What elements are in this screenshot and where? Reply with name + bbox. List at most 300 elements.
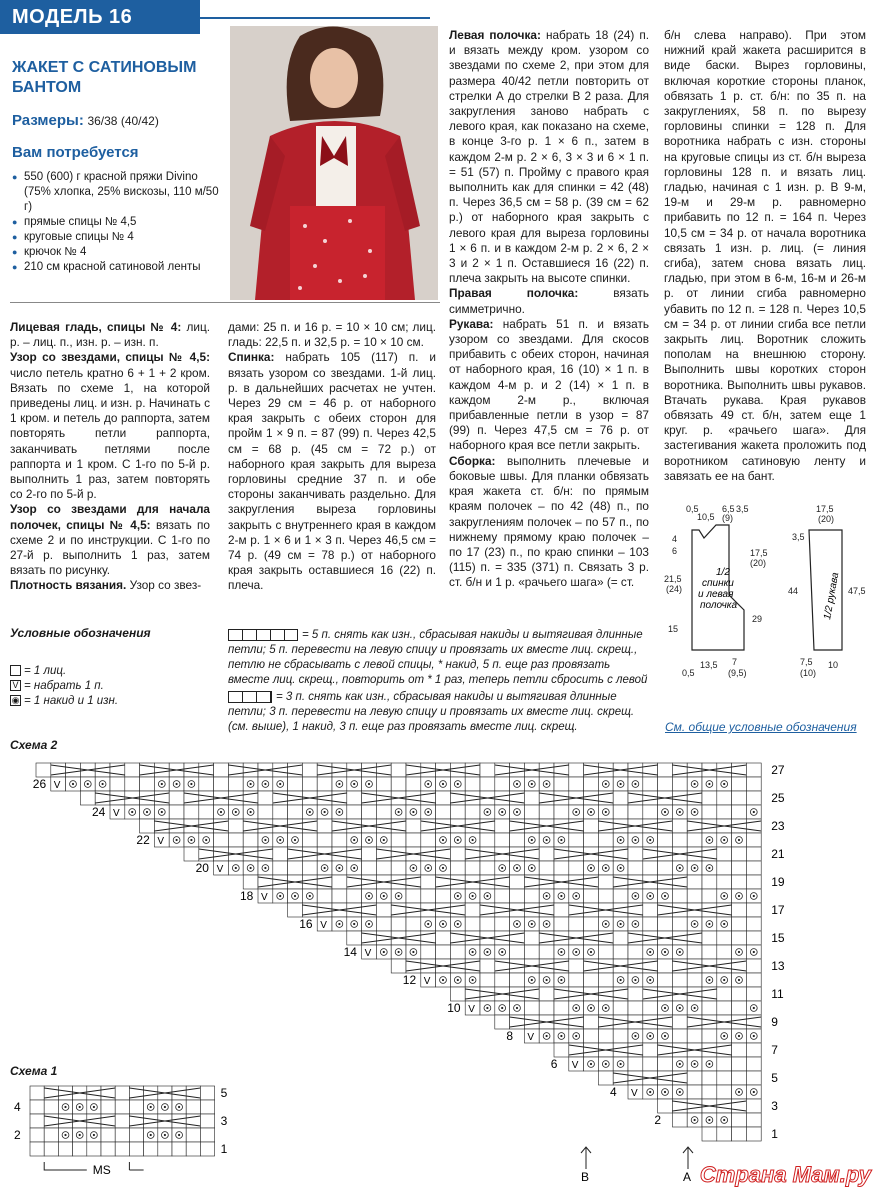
chart-cell [598, 1001, 613, 1015]
chart-cell [746, 763, 761, 777]
chart-cell [332, 875, 347, 889]
chart-cell [569, 847, 584, 861]
chart-cell [421, 833, 436, 847]
chart-cell [732, 805, 747, 819]
chart-cell [317, 889, 332, 903]
chart-cell [30, 1128, 44, 1142]
chart-cell [391, 833, 406, 847]
chart-cell [554, 833, 569, 847]
chart-cell [569, 945, 584, 959]
chart-cell [362, 763, 377, 777]
assembly-text: выполнить плечевые и боковые швы. Для планки обвязать края жакета ст. б/н: по прямым краям полочек – по 42 (48) п., по закруглениям полочек – по 57 п., по нижнему прямому краю полочек – по 17 (23) п., по краю спинки – 103 (115) п. = 335 (371) п. Связать 3 р. ст. б/н и 1 р. «рачьего шага» (= ст. [449, 453, 649, 590]
chart-cell [524, 889, 539, 903]
chart-cell [524, 945, 539, 959]
chart-cell [628, 833, 643, 847]
chart-cell [169, 833, 184, 847]
chart-cell [273, 875, 288, 889]
chart-cell [214, 861, 229, 875]
dim-label: 29 [752, 614, 763, 624]
chart-cell [436, 917, 451, 931]
chart-cell [746, 931, 761, 945]
chart-cell [613, 819, 628, 833]
dim-label: 4 [672, 534, 678, 544]
assembly-continued-text: б/н слева направо). При этом нижний край жакета расширится в виде баски. Вырез горловины, включая короткие стороны планок, обвязать 1 р. ст. б/н: по 35 п. на закруглениях, 58 п. по вырезу горловины спинки = 128 п. Для воротника набрать с изн. стороны на круговые спицы из ст. б/н выреза горловины 128 п. и вязать лиц. гладью, начиная с 1 изн. р. В 9-м, 19-м и 29-м р. равномерно прибавить по 12 п. = 164 п. Через 10,5 см = 34 р. от начала воротника связать 1 изн. р. лиц. (= линия сгиба), затем снова вязать лиц. гладью, при этом в 6-м, 16-м и 26-м р. от линии сгиба равномерно убавить по 12 п. = 128 п. Через 10,5 см = 34 р. от линии сгиба все петли закрыть лиц. Воротник сложить пополам на внешнюю сторону. Выполнить швы коротких сторон воротника. Выполнить швы рукавов. Втачать рукава. Края рукавов обвязать 49 ст. б/н, затем еще 1 круг. р. «рачьего шага». Для застегивания жакета проложить под воротником сатиновую ленту и завязать ее на бант. [664, 28, 866, 483]
chart-cell [746, 1099, 761, 1113]
chart-cell [717, 1085, 732, 1099]
list-item: ● прямые спицы № 4,5 [12, 215, 224, 230]
chart-cell [510, 833, 525, 847]
chart-cell [169, 819, 184, 833]
chart-cell [258, 889, 273, 903]
chart-cell [302, 889, 317, 903]
sizes-label: Размеры: [12, 112, 84, 129]
chart-cell [746, 1057, 761, 1071]
chart-cell [746, 987, 761, 1001]
chart-cell [450, 805, 465, 819]
chart-cell [317, 777, 332, 791]
chart-cell [450, 917, 465, 931]
chart-cell [598, 959, 613, 973]
legend-text: = 5 п. снять как изн., сбрасывая накиды и вытягивая длинные петли; 5 п. перевести на левую спицу и провязать их вместе лиц. скрещ., петлю не сбрасывать с левой спицы, * накид, 5 п. еще раз провязать вместе лиц. скрещ., повторить от * 1 раз, теперь петли сбросить с левой [228, 629, 648, 686]
chart-cell [643, 861, 658, 875]
chart-cell [584, 931, 599, 945]
chart-cell [87, 1086, 101, 1100]
chart-cell [702, 777, 717, 791]
chart-cell [510, 763, 525, 777]
list-item: ● круговые спицы № 4 [12, 230, 224, 245]
chart-cell [717, 763, 732, 777]
chart-cell [73, 1100, 87, 1114]
row-number-left: 20 [195, 861, 209, 875]
chart-cell [702, 1001, 717, 1015]
chart-cell [258, 819, 273, 833]
chart-cell [73, 1142, 87, 1156]
chart-cell [172, 1114, 186, 1128]
chart-cell [672, 819, 687, 833]
chart-cell [613, 1057, 628, 1071]
chart-cell [584, 819, 599, 833]
sleeves-text: набрать 51 п. и вязать узором со звездами. Для скосов прибавить с обеих сторон, начиная от наборного края, 16 (10) × 1 п. в каждом 4-м р. и 2 (14) × 1 п. в каждом 2-м р., включая прибавленные петли в узор = 87 (99) п. Через 47,5 см = 76 р. от наборного края все петли закрыть. [449, 316, 649, 453]
chart-cell [495, 777, 510, 791]
chart-cell [569, 833, 584, 847]
row-number-left: 10 [447, 1001, 461, 1015]
svg-text:A: A [683, 1170, 692, 1184]
chart-cell [702, 1043, 717, 1057]
chart-cell [539, 889, 554, 903]
chart-cell [554, 889, 569, 903]
chart-cell [539, 861, 554, 875]
three-stitch-cluster-symbol [228, 691, 272, 703]
chart-cell [554, 1015, 569, 1029]
chart-cell [554, 903, 569, 917]
svg-text:V: V [216, 864, 224, 875]
chart-cell [687, 1071, 702, 1085]
chart-cell [101, 1100, 115, 1114]
chart-cell [184, 847, 199, 861]
chart-cell [746, 889, 761, 903]
chart-cell [732, 1085, 747, 1099]
chart-cell [144, 1086, 158, 1100]
chart-cell [702, 931, 717, 945]
chart-cell [628, 917, 643, 931]
chart-cell [510, 805, 525, 819]
chart-cell [465, 917, 480, 931]
chart-cell [200, 1100, 214, 1114]
chart-cell [347, 903, 362, 917]
chart-cell [510, 987, 525, 1001]
chart-cell [732, 819, 747, 833]
stitch-title: Лицевая гладь, спицы № 4: [10, 320, 182, 334]
chart-cell [746, 1127, 761, 1141]
chart-cell [199, 819, 214, 833]
chart-cell [347, 805, 362, 819]
legend-row [10, 694, 210, 709]
chart-cell [66, 763, 81, 777]
chart-cell [172, 1128, 186, 1142]
chart-cell [732, 889, 747, 903]
chart-cell [44, 1128, 58, 1142]
chart-cell [495, 903, 510, 917]
chart-cell [376, 917, 391, 931]
chart-cell [465, 903, 480, 917]
chart-cell [510, 889, 525, 903]
svg-text:V: V [423, 976, 431, 987]
chart-cell [717, 959, 732, 973]
row-number-right: 17 [771, 903, 785, 917]
chart-cell [687, 1001, 702, 1015]
chart-cell [317, 917, 332, 931]
chart-cell [613, 833, 628, 847]
chart-cell [391, 917, 406, 931]
chart-cell [480, 805, 495, 819]
chart-cell [702, 875, 717, 889]
chart-cell [465, 819, 480, 833]
stitch-title: Узор со звездами для начала полочек, спицы № 4,5: [10, 502, 210, 532]
stitch-text: Узор со звез- [126, 578, 202, 593]
chart-cell [702, 1071, 717, 1085]
chart-cell [199, 805, 214, 819]
svg-text:V: V [571, 1060, 579, 1071]
chart-cell [554, 1029, 569, 1043]
chart-cell [243, 763, 258, 777]
chart-cell [376, 861, 391, 875]
svg-text:V: V [527, 1032, 535, 1043]
chart-cell [406, 903, 421, 917]
chart-cell [140, 805, 155, 819]
chart-cell [732, 1057, 747, 1071]
chart-cell [524, 791, 539, 805]
chart-cell [421, 861, 436, 875]
list-item: ● 550 (600) г красной пряжи Divino (75% хлопка, 25% вискозы, 110 м/50 г) [12, 170, 224, 215]
row-number-left: 22 [136, 833, 150, 847]
row-number-left: 16 [299, 917, 313, 931]
chart-cell [158, 1128, 172, 1142]
model-photo-illustration [230, 26, 438, 300]
chart-cell [672, 903, 687, 917]
chart-cell [317, 819, 332, 833]
chart-cell [702, 1015, 717, 1029]
row-number-left: 4 [14, 1100, 21, 1114]
chart-cell [687, 959, 702, 973]
chart-cell [450, 763, 465, 777]
dim-label: 17,5 [750, 548, 768, 558]
five-stitch-cluster-symbol [228, 629, 298, 641]
dim-label: 17,5 [816, 504, 834, 514]
chart-cell [362, 833, 377, 847]
materials-list [12, 170, 224, 275]
chart-cell [115, 1086, 129, 1100]
chart-cell [495, 805, 510, 819]
chart-cell [732, 847, 747, 861]
chart-cell [436, 791, 451, 805]
chart-cell [273, 777, 288, 791]
chart-cell [539, 987, 554, 1001]
chart-cell [539, 763, 554, 777]
chart-cell [702, 1113, 717, 1127]
chart-cell [746, 833, 761, 847]
chart-cell [687, 833, 702, 847]
chart-cell [658, 1029, 673, 1043]
dim-label: 0,5 [682, 668, 695, 678]
chart-cell [524, 819, 539, 833]
chart-cell [391, 805, 406, 819]
chart-cell [288, 833, 303, 847]
chart-cell [273, 833, 288, 847]
chart-cell [332, 889, 347, 903]
chart-cell [584, 1015, 599, 1029]
chart-cell [687, 945, 702, 959]
chart-cell [317, 791, 332, 805]
chart-cell [347, 861, 362, 875]
chart-cell [702, 1029, 717, 1043]
chart-cell [672, 973, 687, 987]
chart-cell [421, 805, 436, 819]
dim-label: 13,5 [700, 660, 718, 670]
chart-cell [746, 903, 761, 917]
chart-cell [73, 1128, 87, 1142]
chart-cell [569, 973, 584, 987]
chart-cell [58, 1086, 72, 1100]
chart-cell [144, 1114, 158, 1128]
chart-cell [510, 1001, 525, 1015]
chart-cell [243, 861, 258, 875]
chart-cell [243, 847, 258, 861]
chart-cell [347, 889, 362, 903]
chart-cell [406, 777, 421, 791]
chart-cell [613, 945, 628, 959]
chart-cell [584, 889, 599, 903]
instructions-col-1 [10, 320, 210, 594]
chart-cell [598, 861, 613, 875]
chart-cell [569, 889, 584, 903]
chart-cell [687, 1099, 702, 1113]
chart-cell [288, 777, 303, 791]
chart-cell [184, 805, 199, 819]
dim-label: 3,5 [792, 532, 805, 542]
chart-cell [154, 805, 169, 819]
legend-row [10, 664, 210, 679]
chart-cell [658, 861, 673, 875]
chart-cell [406, 805, 421, 819]
chart-cell [658, 833, 673, 847]
chart-cell [598, 875, 613, 889]
chart-cell [115, 1100, 129, 1114]
chart-cell [554, 861, 569, 875]
chart-cell [687, 1057, 702, 1071]
chart-cell [95, 763, 110, 777]
chart-cell [584, 805, 599, 819]
chart-cell [598, 987, 613, 1001]
chart-cell [687, 1113, 702, 1127]
chart-cell [717, 931, 732, 945]
row-number-left: 14 [343, 945, 357, 959]
chart-cell [598, 847, 613, 861]
chart-cell [480, 959, 495, 973]
chart-cell [480, 847, 495, 861]
chart-cell [524, 903, 539, 917]
chart-cell [672, 917, 687, 931]
chart-cell [717, 833, 732, 847]
chart-cell [406, 889, 421, 903]
divider [10, 302, 440, 303]
chart-cell [672, 931, 687, 945]
chart-cell [628, 861, 643, 875]
chart-cell [584, 1001, 599, 1015]
chart-cell [702, 805, 717, 819]
chart-cell [480, 917, 495, 931]
chart-cell [87, 1114, 101, 1128]
row-number-right: 5 [771, 1071, 778, 1085]
chart-cell [554, 917, 569, 931]
chart-cell [569, 917, 584, 931]
chart-cell [732, 931, 747, 945]
pattern-diagram [664, 500, 876, 680]
chart-cell [658, 945, 673, 959]
chart-cell [613, 931, 628, 945]
chart-cell [702, 1127, 717, 1141]
watermark-logo: Страна Мам.ру [699, 1162, 871, 1187]
sizes [12, 112, 159, 129]
chart-cell [391, 861, 406, 875]
chart-cell [228, 791, 243, 805]
chart-cell [717, 1127, 732, 1141]
chart-cell [95, 777, 110, 791]
chart-cell [302, 861, 317, 875]
chart-cell [613, 917, 628, 931]
chart-cell [717, 777, 732, 791]
right-front-text: вязать симметрично. [449, 286, 649, 316]
chart-cell [717, 889, 732, 903]
chart-cell [158, 1142, 172, 1156]
chart-cell [58, 1128, 72, 1142]
chart-cell [717, 1099, 732, 1113]
legend-row [10, 679, 210, 694]
chart-cell [672, 861, 687, 875]
chart-cell [613, 1001, 628, 1015]
chart-cell [539, 917, 554, 931]
chart-cell [510, 973, 525, 987]
chart-cell [450, 875, 465, 889]
chart-cell [243, 777, 258, 791]
chart-cell [746, 1085, 761, 1099]
chart-cell [702, 819, 717, 833]
chart-cell [598, 805, 613, 819]
chart-cell [51, 777, 66, 791]
chart-cell [495, 1001, 510, 1015]
chart-cell [658, 973, 673, 987]
chart-cell [569, 763, 584, 777]
row-number-right: 11 [771, 987, 784, 1001]
chart-cell [524, 861, 539, 875]
chart-cell [672, 1057, 687, 1071]
chart-cell [643, 1001, 658, 1015]
chart-cell [687, 875, 702, 889]
chart-cell [87, 1142, 101, 1156]
chart-cell [554, 805, 569, 819]
dim-label: 15 [668, 624, 679, 634]
chart-cell [495, 833, 510, 847]
chart-cell [36, 763, 51, 777]
chart-cell [717, 987, 732, 1001]
stitch-text: число петель кратно 6 + 1 + 2 кром. Вязать по схеме 1, на которой приведены лиц. и изн. р. Начинать с 1 кром. и петель до раппорта, затем повторять петли раппорта, заканчивать петлями после раппорта и 1 кром. С 1-го по 5-й р. выполнить 1 раз, затем повторять со 2-го по 5-й р. [10, 365, 210, 502]
chart-cell [495, 931, 510, 945]
chart-cell [702, 1085, 717, 1099]
chart-cell [87, 1100, 101, 1114]
chart-cell [129, 1142, 143, 1156]
chart-cell [115, 1128, 129, 1142]
chart-cell [613, 777, 628, 791]
chart-cell [302, 875, 317, 889]
chart-cell [258, 805, 273, 819]
row-number-right: 3 [771, 1099, 778, 1113]
chart-cell [643, 819, 658, 833]
chart-cell [613, 889, 628, 903]
chart-cell [30, 1086, 44, 1100]
chart-cell [140, 819, 155, 833]
chart-cell [672, 1043, 687, 1057]
chart-cell [406, 791, 421, 805]
chart-cell [436, 861, 451, 875]
chart-cell [569, 805, 584, 819]
chart-cell [658, 1099, 673, 1113]
chart-cell [658, 917, 673, 931]
chart-cell [658, 1001, 673, 1015]
chart-cell [480, 1001, 495, 1015]
chart-cell [58, 1100, 72, 1114]
chart-cell [524, 777, 539, 791]
chart-cell [110, 805, 125, 819]
chart-cell [658, 847, 673, 861]
arrow-b [581, 1147, 591, 1184]
see-general-legend-link[interactable]: См. общие условные обозначения [665, 720, 857, 734]
instructions-col-4 [664, 28, 866, 484]
legend-text: = 1 лиц. [24, 665, 67, 677]
chart-cell [717, 1029, 732, 1043]
chart-cell [510, 945, 525, 959]
chart-cell [613, 1015, 628, 1029]
chart-cell [672, 1085, 687, 1099]
chart-cell [288, 861, 303, 875]
chart-cell [539, 1001, 554, 1015]
chart-cell [347, 917, 362, 931]
row-number-left: 2 [654, 1113, 662, 1127]
chart-cell [628, 1085, 643, 1099]
chart-cell [362, 805, 377, 819]
chart-cell [643, 945, 658, 959]
chart-cell [436, 805, 451, 819]
dim-label: (20) [750, 558, 767, 568]
row-number-right: 25 [771, 791, 785, 805]
